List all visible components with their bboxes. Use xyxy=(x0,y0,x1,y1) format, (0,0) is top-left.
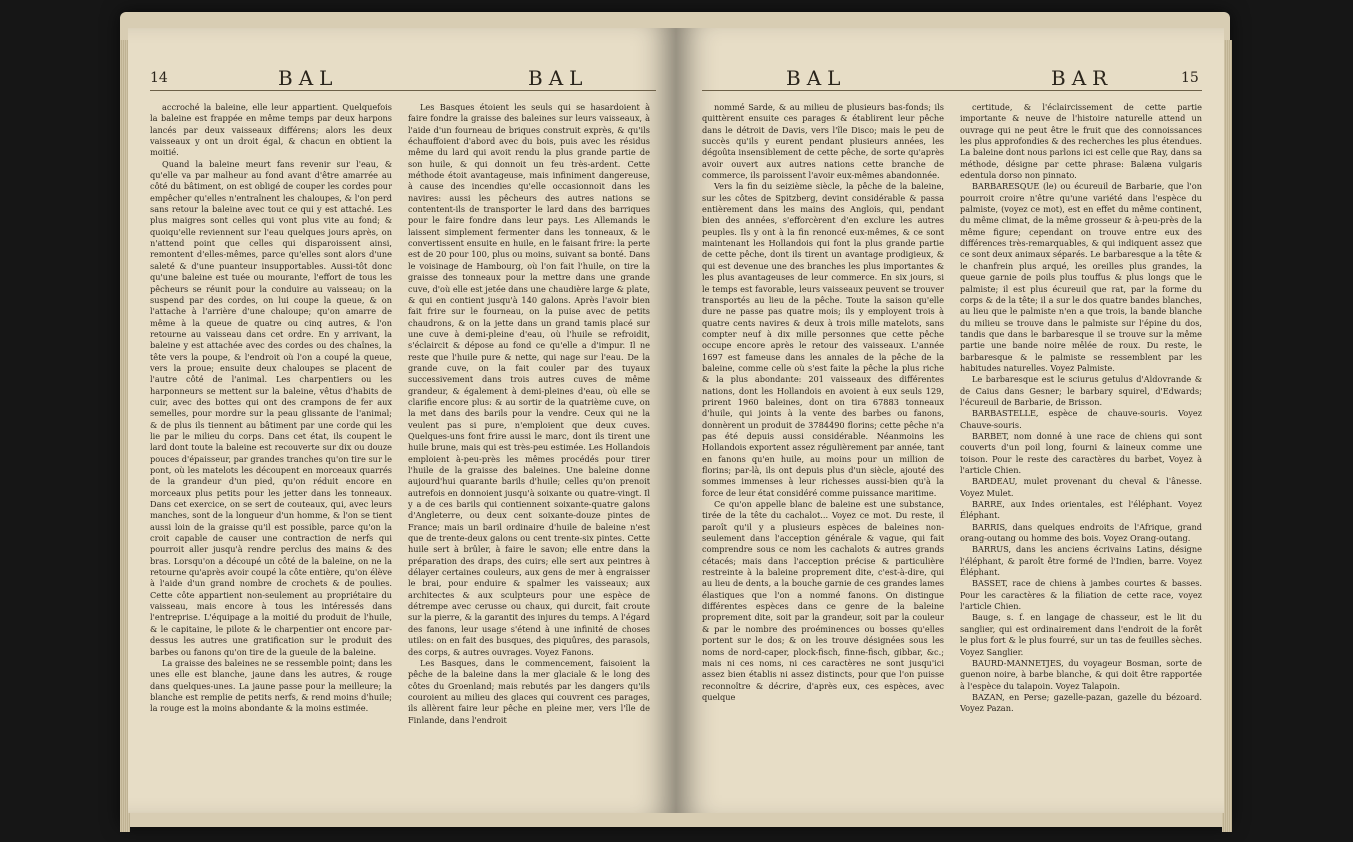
right-page xyxy=(676,28,1224,813)
paragraph: BAURD-MANNETJES, du voyageur Bosman, sorte de guenon noire, à barbe blanche, & qui doit être rapportée à l'espèce du talapoin. Voyez Talapoin. xyxy=(960,657,1202,691)
paragraph: Les Basques étoient les seuls qui se hasardoient à faire fondre la graisse des baleines sur leurs vaisseaux, à l'aide d'un fourneau de briques construit exprès, & qu'ils échauffoient d'abord avec du bois, puis avec les résidus même du lard qui avoit rendu la plus grande partie de son huile, & qui donnoit un feu très-ardent. Cette méthode étoit avantageuse, mais infiniment dangereuse, à cause des incendies qu'elle occasionnoit dans les navires: aussi les pêcheurs des autres nations se contentent-ils de transporter le lard dans des barriques pour le faire fondre dans leur pays. Les Allemands le laissent simplement fermenter dans les tonneaux, & le convertissent ensuite en huile, en le faisant frire: la perte est de 20 pour 100, plus ou moins, suivant sa bonté. Dans le voisinage de Hambourg, où l'on fait l'huile, on tire la graisse des tonneaux pour la mettre dans une grande cuve, d'où elle est jetée dans une chaudière large & plate, & qui en contient jusqu'à 140 galons. Après l'avoir bien fait frire sur le fourneau, on la puise avec de petits chaudrons, & on la jette dans un grand tamis placé sur une cuve à demi-pleine d'eau, où l'huile se refroidit, s'éclaircit & dépose au fond ce qu'elle a d'impur. Il ne reste que l'huile pure & nette, qui nage sur l'eau. De la grande cuve, on la fait couler par des tuyaux successivement dans trois autres cuves de même grandeur, & également à demi-pleines d'eau, où elle se clarifie encore plus: & au sortir de la quatrième cuve, on la met dans des barils pour la vendre. Ceux qui ne la veulent pas si pure, n'emploient que deux cuves. Quelques-uns font frire aussi le marc, dont ils tirent une huile brune, mais qui est très-peu estimée. Les Hollandois emploient à-peu-près les mêmes procédés pour tirer l'huile de la graisse des baleines. Une baleine donne aujourd'hui quarante barils d'huile; celles qu'on prenoit autrefois en donnoient jusqu'à soixante ou quatre-vingt. Il y a de ces barils qui contiennent soixante-quatre galons d'Angleterre, ou deux cent soixante-douze pintes de France; mais un baril ordinaire d'huile de baleine n'est que de trente-deux galons ou cent trente-six pintes. Cette huile sert à brûler, à faire le savon; elle entre dans la préparation des draps, des cuirs; elle sert aux peintres à délayer certaines couleurs, aux gens de mer à engraisser le brai, pour enduire & spalmer les vaisseaux; aux architectes & aux sculpteurs pour une espèce de détrempe avec cerusse ou chaux, qui durcit, fait croute sur la pierre, & la garantit des injures du temps. A l'égard des fanons, leur usage s'étend à une infinité de choses utiles: on en fait des busques, des piquûres, des parasols, des corps, & autres ouvrages. Voyez Fanons. xyxy=(408,102,650,657)
paragraph: Vers la fin du seizième siècle, la pêche de la baleine, sur les côtes de Spitzberg, devint considérable & passa entièrement dans les mains des Anglois, qui, pendant bien des années, s'efforcèrent d'en exclure les autres peuples. Ils y ont à la fin renoncé eux-mêmes, & ce sont maintenant les Hollandois qui font la plus grande partie de cette pêche, dont ils tirent un avantage prodigieux, & qui est devenue une des branches les plus importantes & les plus avantageuses de leur commerce. En six jours, si le temps est favorable, leurs vaisseaux peuvent se trouver transportés au lieu de la pêche. Toute la saison qu'elle dure ne passe pas quatre mois; ils y employent trois à quatre cents navires & deux à trois mille matelots, sans compter neuf à dix mille personnes que cette pêche occupe encore après le retour des vaisseaux. L'année 1697 est fameuse dans les annales de la pêche de la baleine, comme celle où s'est faite la pêche la plus riche & la plus abondante: 201 vaisseaux des différentes nations, dont les Hollandois en avoient à eux seuls 129, prirent 1960 baleines, dont on tira 67883 tonneaux d'huile, qui joints à la vente des barbes ou fanons, donnèrent un produit de 3784490 florins; cette pêche n'a pas été depuis aussi considérable. Néanmoins les Hollandois exportent assez régulièrement par année, tant en fanons qu'en huile, au moins pour un million de florins; par-là, ils ont depuis plus d'un siècle, ajouté des sommes immenses à leur richesses aussi-bien qu'à la force de leur état considéré comme puissance maritime. xyxy=(702,181,944,498)
paragraph: BARRE, aux Indes orientales, est l'éléphant. Voyez Éléphant. xyxy=(960,499,1202,521)
paragraph: BARDEAU, mulet provenant du cheval & l'ânesse. Voyez Mulet. xyxy=(960,476,1202,498)
paragraph: BARBASTELLE, espèce de chauve-souris. Voyez Chauve-souris. xyxy=(960,408,1202,430)
column-right xyxy=(960,102,1202,804)
paragraph: BARRUS, dans les anciens écrivains Latins, désigne l'éléphant, & paroît être formé de l'Indien, barre. Voyez Éléphant. xyxy=(960,544,1202,578)
paragraph: BARRIS, dans quelques endroits de l'Afrique, grand orang-outang ou homme des bois. Voyez Orang-outang. xyxy=(960,521,1202,544)
paragraph: Ce qu'on appelle blanc de baleine est une substance, tirée de la tête du cachalot... Voyez ce mot. Du reste, il paroît qu'il y a plusieurs espèces de baleines non-seulement dans l'acception générale & vague, qui fait comprendre sous ce nom les cachalots & autres grands cétacés; mais dans l'acception précise & particulière restreinte à la baleine proprement dite, c'est-à-dire, qui au lieu de dents, a la bouche garnie de ces grandes lames élastiques que l'on a nommé fanons. On distingue différentes espèces dans ce genre de la baleine proprement dite, soit par la grandeur, soit par la couleur & par le nombre des proéminences ou bosses qu'elles portent sur le dos; & on les trouve désignées sous les noms de nord-caper, plock-fisch, finne-fisch, gibbar, &c.; mais ni ces noms, ni ces caractères ne sont jusqu'ici assez bien établis ni assez distincts, pour que l'on puisse reconnoître & décrire, d'après eux, ces espèces, avec quelque xyxy=(702,499,944,702)
page-number: 15 xyxy=(1181,70,1199,86)
running-head-left: BAL xyxy=(278,66,339,90)
paragraph: BARBARESQUE (le) ou écureuil de Barbarie, que l'on pourroit croire n'être qu'une variété dans l'espèce du palmiste, (voyez ce mot), est en effet du même continent, du même climat, de la même grosseur & à-peu-près de la même figure; cependant on trouve entre eux des différences très-remarquables, & qui indiquent assez que ce sont deux animaux séparés. Le barbaresque a la tête & le chanfrein plus arqué, les oreilles plus grandes, la queue garnie de poils plus touffus & plus longs que le palmiste; il est plus écureuil que rat, par la forme du corps & de la tête; il a sur le dos quatre bandes blanches, au lieu que le palmiste n'en a que trois, la bande blanche du milieu se trouve dans le palmiste sur l'épine du dos, tandis que dans le barbaresque il se trouve sur la même partie une bande noire mêlée de roux. Du reste, le barbaresque & le palmiste se ressemblent par les habitudes naturelles. Voyez Palmiste. xyxy=(960,181,1202,373)
paragraph: BASSET, race de chiens à jambes courtes & basses. Pour les caractères & la filiation de cette race, voyez l'article Chien. xyxy=(960,578,1202,612)
page-number: 14 xyxy=(150,70,168,86)
paragraph: accroché la baleine, elle leur appartient. Quelquefois la baleine est frappée en même temps par deux harpons lancés par deux vaisseaux différens; alors les deux vaisseaux y ont un droit égal, & chacun en obtient la moitié. xyxy=(150,102,392,158)
paragraph: BARBET, nom donné à une race de chiens qui sont couverts d'un poil long, fourni & laineux comme une toison. Pour le reste des caractères du barbet, Voyez à l'article Chien. xyxy=(960,430,1202,475)
paragraph: certitude, & l'éclaircissement de cette partie importante & neuve de l'histoire naturelle attend un ouvrage qui ne peut être le fruit que des connoissances les plus approfondies & des recherches les plus étendues. La baleine dont nous parlons ici est celle que Ray, dans sa méthode, désigne par cette phrase: Balæna vulgaris edentula dorso non pinnato. xyxy=(960,102,1202,181)
paragraph: BAZAN, en Perse; gazelle-pazan, gazelle du bézoard. Voyez Pazan. xyxy=(960,691,1202,714)
column-right xyxy=(408,102,650,804)
running-head-right: BAL xyxy=(528,66,589,90)
column-left xyxy=(150,102,392,804)
paragraph: Bauge, s. f. en langage de chasseur, est le lit du sanglier, qui est ordinairement dans l'endroit de la forêt le plus fort & le plus fourré, sur un tas de feuilles sèches. Voyez Sanglier. xyxy=(960,612,1202,657)
running-head-right: BAR xyxy=(1051,66,1114,90)
paragraph: Quand la baleine meurt fans revenir sur l'eau, & qu'elle va par malheur au fond avant d'être amarrée au côté du bâtiment, on est obligé de couper les cordes pour empêcher qu'elles n'entraînent les chaloupes, & l'on perd sans retour la baleine avec tout ce qui y est attaché. Les plus maigres sont celles qui vont plus vite au fond; & quoiqu'elle reviennent sur l'eau quelques jours après, on n'attend point que celles qui disparoissent ainsi, remontent d'elles-mêmes, parce qu'elles sont alors d'une saleté & d'une puanteur insupportables. Aussi-tôt donc qu'une baleine est tuée ou mourante, l'effort de tous les pêcheurs se réunit pour la conduire au vaisseau; on la suspend par des cordes, on lui coupe la queue, & on l'attache à l'arrière d'une chaloupe; qu'on amarre de même à la queue de quatre ou cinq autres, & l'on retourne au vaisseau dans cet ordre. En y arrivant, la baleine y est attachée avec des cordes ou des chaînes, la tête vers la poupe, & l'endroit où l'on a coupé la queue, vers la proue; ensuite deux chaloupes se placent de l'autre côté de l'animal. Les charpentiers ou les harponneurs se mettent sur la baleine, vêtus d'habits de cuir, avec des bottes qui ont des crampons de fer aux semelles, pour mordre sur la peau glissante de l'animal; & de plus ils tiennent au bâtiment par une corde qui les lie par le milieu du corps. Dans cet état, ils coupent le lard dont toute la baleine est recouverte sur dix ou douze pouces d'épaisseur, par grandes tranches qu'on tire sur le pont, où les matelots les découpent en morceaux quarrés de la grandeur d'un pied, qu'on réduit encore en morceaux plus petits pour les jetter dans les tonneaux. Dans cet exercice, on se sert de couteaux, qui, avec leurs manches, sont de la longueur d'un homme, & l'on se tient aussi loin de la graisse qu'il est possible, parce qu'on la croit capable de causer une contraction de nerfs qui pourroit aller jusqu'à rendre perclus des mains & des bras. Lorsqu'on a découpé un côté de la baleine, on ne la retourne qu'après avoir coupé la côte entière, qu'on élève à l'aide d'un grand nombre de crochets & de poulies. Cette côte appartient non-seulement au propriétaire du vaisseau, mais encore à tous les intéressés dans l'entreprise. L'équipage a la moitié du produit de l'huile, & le capitaine, le pilote & le charpentier ont encore par-dessus les autres une gratification sur le produit des barbes ou fanons qu'on tire de la gueule de la baleine. xyxy=(150,158,392,657)
paragraph: La graisse des baleines ne se ressemble point; dans les unes elle est blanche, jaune dans les autres, & rouge dans quelques-unes. La jaune passe pour la meilleure; la blanche est remplie de petits nerfs, & rend moins d'huile; la rouge est la moins abondante & la moins estimée. xyxy=(150,657,392,714)
paragraph: Le barbaresque est le sciurus getulus d'Aldovrande & de Caius dans Gesner; le barbary squirel, d'Edwards; l'écureuil de Barbarie, de Brisson. xyxy=(960,374,1202,407)
header-rule xyxy=(702,90,1202,91)
left-page xyxy=(128,28,676,813)
column-left xyxy=(702,102,944,804)
running-head-left: BAL xyxy=(786,66,847,90)
header-rule xyxy=(150,90,656,91)
paragraph: Les Basques, dans le commencement, faisoient la pêche de la baleine dans la mer glaciale & le long des côtes du Groenland; mais rebutés par les dangers qu'ils couroient au milieu des glaces qui couvrent ces parages, ils allèrent faire leur pêche en pleine mer, vers l'île de Finlande, dans l'endroit xyxy=(408,657,650,725)
paragraph: nommé Sarde, & au milieu de plusieurs bas-fonds; ils quittèrent ensuite ces parages & établirent leur pêche dans le détroit de Davis, vers l'île Disco; mais le peu de succès qu'ils y eurent pendant plusieurs années, les dégoûta insensiblement de cette pêche, de sorte qu'après avoir ouvert aux autres nations cette branche de commerce, ils paroissent l'avoir eux-mêmes abandonnée. xyxy=(702,102,944,181)
